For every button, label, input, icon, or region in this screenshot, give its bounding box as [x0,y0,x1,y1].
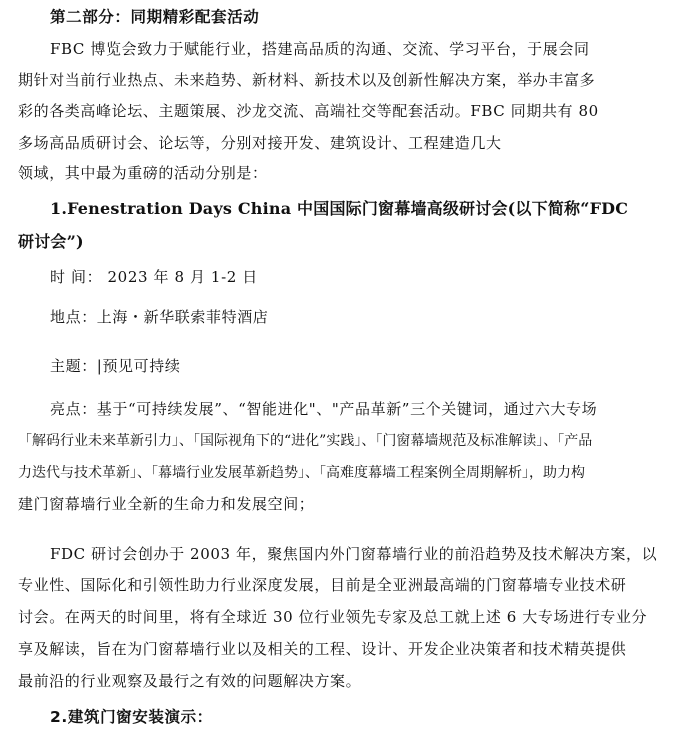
intro-line-2: 期针对当前行业热点、未来趋势、新材料、新技术以及创新性解决方案，举办丰富多 [18,71,596,89]
highlights-line-1: 亮点：基于“可持续发展”、“智能进化"、"产品革新”三个关键词，通过六大专场 [50,400,598,418]
fdc-desc-line-2: 专业性、国际化和引领性助力行业深度发展，目前是全亚洲最高端的门窗幕墙专业技术研 [18,576,627,594]
section-title: 第二部分：同期精彩配套活动 [50,8,260,26]
intro-line-5: 领域，其中最为重磅的活动分别是： [18,164,268,182]
event-theme: 主题：|预见可持续 [50,357,181,375]
highlights-line-4: 建门窗幕墙行业全新的生命力和发展空间； [18,495,315,513]
fdc-desc-line-1: FDC 研讨会创办于 2003 年，聚焦国内外门窗幕墙行业的前沿趋势及技术解决方案，以 [50,545,658,563]
highlights-line-2: 「解码行业未来革新引力」、「国际视角下的“进化”实践」、「门窗幕墙规范及标准解读」、「产品 [18,433,593,449]
highlights-line-3: 力迭代与技术革新」、「幕墙行业发展革新趋势」、「高难度幕墙工程案例全周期解析」，助力构 [18,465,585,481]
fdc-title-line-1: 1.Fenestration Days China 中国国际门窗幕墙高级研讨会(以下简称“FDC [50,199,629,218]
fdc-title-line-2: 研讨会”) [18,232,84,251]
intro-line-1: FBC 博览会致力于赋能行业，搭建高品质的沟通、交流、学习平台，于展会同 [50,40,590,58]
fdc-desc-line-4: 享及解读，旨在为门窗幕墙行业以及相关的工程、设计、开发企业决策者和技术精英提供 [18,640,627,658]
intro-line-4: 多场高品质研讨会、论坛等，分别对接开发、建筑设计、工程建造几大 [18,134,502,152]
fdc-desc-line-3: 讨会。在两天的时间里，将有全球近 30 位行业领先专家及总工就上述 6 大专场进行专业分 [18,608,648,626]
event-location: 地点：上海・新华联索菲特酒店 [50,308,269,326]
intro-line-3: 彩的各类高峰论坛、主题策展、沙龙交流、高端社交等配套活动。FBC 同期共有 80 [18,102,599,120]
item2-title: 2.建筑门窗安装演示： [50,708,213,726]
fdc-desc-line-5: 最前沿的行业观察及最行之有效的问题解决方案。 [18,672,362,690]
event-time: 时 间： 2023 年 8 月 1-2 日 [50,268,258,286]
